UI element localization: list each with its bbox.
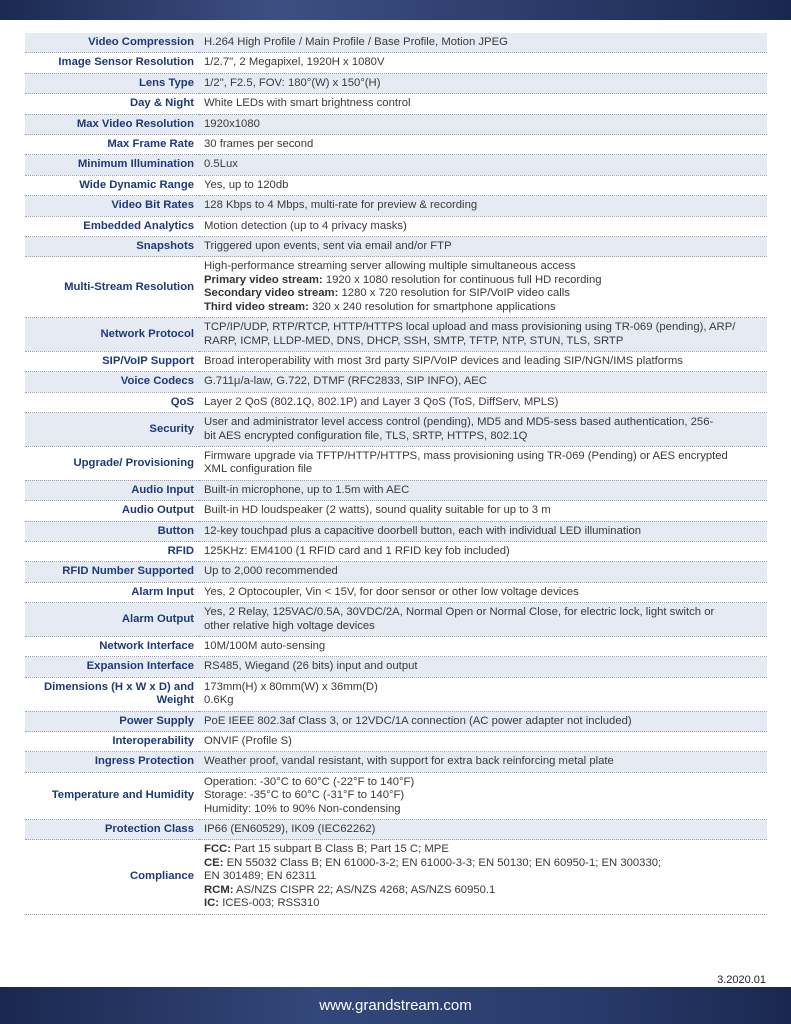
spec-value-text: Yes, 2 Optocoupler, Vin < 15V, for door sensor or other low voltage devices — [204, 585, 579, 598]
spec-value-line — [204, 843, 764, 856]
spec-value-text: White LEDs with smart brightness control — [204, 97, 411, 110]
spec-label: Lens Type — [25, 73, 199, 93]
spec-value — [199, 413, 767, 447]
spec-value-text: Layer 2 QoS (802.1Q, 802.1P) and Layer 3 QoS (ToS, DiffServ, MPLS) — [204, 395, 559, 408]
spec-value-text: EN 55032 Class B; EN 61000-3-2; EN 61000-3-3; EN 50130; EN 60950-1; EN 300330; — [223, 856, 662, 869]
spec-value — [199, 732, 767, 752]
spec-value — [199, 53, 767, 73]
spec-value-line — [204, 735, 764, 748]
spec-value-line — [204, 640, 764, 653]
spec-value-line — [204, 450, 764, 463]
spec-value — [199, 216, 767, 236]
spec-value-line — [204, 715, 764, 728]
spec-value-text: 320 x 240 resolution for smartphone applications — [308, 300, 556, 313]
spec-row — [25, 216, 767, 236]
spec-value — [199, 752, 767, 772]
spec-value-text: 125KHz: EM4100 (1 RFID card and 1 RFID key fob included) — [204, 544, 510, 557]
spec-value-text: RARP, ICMP, LLDP-MED, DNS, DHCP, SSH, SMTP, TFTP, NTP, STUN, TLS, SRTP — [204, 334, 624, 347]
spec-value-text: 1280 x 720 resolution for SIP/VoIP video calls — [338, 287, 570, 300]
spec-value — [199, 94, 767, 114]
spec-value-text: bit AES encrypted configuration file, TLS, SRTP, HTTPS, 802.1Q — [204, 429, 528, 442]
spec-value — [199, 446, 767, 480]
spec-label: Network Protocol — [25, 318, 199, 352]
spec-value-line — [204, 857, 764, 870]
spec-value-text: Operation: -30°C to 60°C (-22°F to 140°F) — [204, 775, 415, 788]
spec-value — [199, 73, 767, 93]
spec-value — [199, 372, 767, 392]
spec-value-text: AS/NZS CISPR 22; AS/NZS 4268; AS/NZS 60950.1 — [233, 883, 496, 896]
spec-value-text: Yes, up to 120db — [204, 178, 289, 191]
spec-value-text: RS485, Wiegand (26 bits) input and output — [204, 660, 418, 673]
spec-value-line — [204, 321, 764, 334]
spec-label: Ingress Protection — [25, 752, 199, 772]
spec-label: Expansion Interface — [25, 657, 199, 677]
spec-value-text: ICES-003; RSS310 — [219, 897, 320, 910]
spec-value — [199, 711, 767, 731]
spec-row — [25, 582, 767, 602]
spec-value-text: Up to 2,000 recommended — [204, 565, 338, 578]
spec-value-line — [204, 430, 764, 443]
spec-value-line — [204, 660, 764, 673]
spec-value-text: 173mm(H) x 80mm(W) x 36mm(D) — [204, 680, 378, 693]
spec-value-line — [204, 681, 764, 694]
spec-value-line — [204, 77, 764, 90]
spec-value-text: User and administrator level access control (pending), MD5 and MD5-sess based authentication, 256- — [204, 416, 714, 429]
spec-value — [199, 237, 767, 257]
spec-value — [199, 541, 767, 561]
spec-value — [199, 677, 767, 711]
spec-value-text: TCP/IP/UDP, RTP/RTCP, HTTP/HTTPS local upload and mass provisioning using TR-069 (pending), ARP/ — [204, 321, 736, 334]
spec-value-text: H.264 High Profile / Main Profile / Base Profile, Motion JPEG — [204, 36, 508, 48]
spec-value-line — [204, 606, 764, 619]
spec-value-text: EN 301489; EN 62311 — [204, 870, 317, 883]
spec-label: Interoperability — [25, 732, 199, 752]
spec-value — [199, 155, 767, 175]
spec-value-key: Primary video stream: — [204, 273, 323, 286]
spec-value-text: Part 15 subpart B Class B; Part 15 C; MPE — [230, 843, 449, 856]
spec-value-line — [204, 416, 764, 429]
spec-value-key: CE: — [204, 856, 224, 869]
spec-label: Audio Input — [25, 480, 199, 500]
spec-row — [25, 94, 767, 114]
spec-value-text: 1/2.7", 2 Megapixel, 1920H x 1080V — [204, 56, 385, 69]
footer-bar — [0, 987, 791, 1024]
spec-value-line — [204, 118, 764, 131]
spec-row — [25, 257, 767, 318]
spec-row — [25, 33, 767, 53]
spec-label: Audio Output — [25, 501, 199, 521]
spec-row — [25, 657, 767, 677]
spec-value — [199, 501, 767, 521]
spec-value-text: Storage: -35°C to 60°C (-31°F to 140°F) — [204, 789, 405, 802]
spec-value-line — [204, 463, 764, 476]
spec-value-line — [204, 274, 764, 287]
spec-value-line — [204, 36, 764, 49]
spec-value-key: FCC: — [204, 843, 231, 856]
spec-label: Multi-Stream Resolution — [25, 257, 199, 318]
spec-value-text: Broad interoperability with most 3rd party SIP/VoIP devices and leading SIP/NGN/IMS platforms — [204, 354, 683, 367]
website-link[interactable]: www.grandstream.com — [319, 997, 472, 1014]
spec-row — [25, 392, 767, 412]
spec-value-line — [204, 823, 764, 836]
spec-row — [25, 521, 767, 541]
spec-label: Image Sensor Resolution — [25, 53, 199, 73]
spec-value-text: 128 Kbps to 4 Mbps, multi-rate for preview & recording — [204, 199, 478, 212]
spec-value-line — [204, 776, 764, 789]
spec-label: Upgrade/ Provisioning — [25, 446, 199, 480]
spec-value-text: 12-key touchpad plus a capacitive doorbell button, each with individual LED illumination — [204, 524, 642, 537]
spec-value — [199, 351, 767, 371]
spec-value-text: Humidity: 10% to 90% Non-condensing — [204, 802, 401, 815]
spec-label: Power Supply — [25, 711, 199, 731]
specifications-body — [25, 33, 767, 914]
spec-label: Compliance — [25, 840, 199, 914]
spec-value-text: 1920 x 1080 resolution for continuous full HD recording — [322, 273, 602, 286]
spec-value-line — [204, 97, 764, 110]
spec-row — [25, 53, 767, 73]
document-version: 3.2020.01 — [717, 974, 766, 986]
spec-row — [25, 155, 767, 175]
spec-value-text: Yes, 2 Relay, 125VAC/0.5A, 30VDC/2A, Normal Open or Normal Close, for electric lock, light switch or — [204, 606, 715, 619]
spec-label: QoS — [25, 392, 199, 412]
spec-label: Video Bit Rates — [25, 196, 199, 216]
spec-value-text: other relative high voltage devices — [204, 619, 375, 632]
spec-row — [25, 772, 767, 819]
spec-value-line — [204, 301, 764, 314]
spec-row — [25, 677, 767, 711]
spec-value-line — [204, 897, 764, 910]
spec-row — [25, 562, 767, 582]
spec-value-line — [204, 287, 764, 300]
spec-value-text: XML configuration file — [204, 463, 313, 476]
spec-label: Button — [25, 521, 199, 541]
spec-row — [25, 820, 767, 840]
spec-value-line — [204, 755, 764, 768]
spec-value-line — [204, 138, 764, 151]
spec-value-line — [204, 586, 764, 599]
spec-value-line — [204, 199, 764, 212]
spec-value-line — [204, 525, 764, 538]
spec-label: Protection Class — [25, 820, 199, 840]
spec-value — [199, 840, 767, 914]
spec-label: Temperature and Humidity — [25, 772, 199, 819]
spec-value-key: Third video stream: — [204, 300, 309, 313]
spec-value — [199, 33, 767, 53]
spec-value — [199, 257, 767, 318]
spec-row — [25, 413, 767, 447]
spec-value-line — [204, 545, 764, 558]
spec-value-text: ONVIF (Profile S) — [204, 735, 292, 748]
spec-value-text: IP66 (EN60529), IK09 (IEC62262) — [204, 823, 376, 836]
spec-row — [25, 237, 767, 257]
spec-value-key: Secondary video stream: — [204, 287, 339, 300]
spec-row — [25, 73, 767, 93]
spec-label: Alarm Output — [25, 603, 199, 637]
spec-row — [25, 196, 767, 216]
spec-label: Network Interface — [25, 637, 199, 657]
spec-value-text: PoE IEEE 802.3af Class 3, or 12VDC/1A connection (AC power adapter not included) — [204, 714, 632, 727]
spec-row — [25, 840, 767, 914]
spec-row — [25, 637, 767, 657]
spec-value — [199, 637, 767, 657]
spec-value-line — [204, 335, 764, 348]
spec-value — [199, 392, 767, 412]
spec-value — [199, 521, 767, 541]
spec-value-line — [204, 240, 764, 253]
spec-row — [25, 501, 767, 521]
spec-value-line — [204, 884, 764, 897]
spec-label: Minimum Illumination — [25, 155, 199, 175]
spec-value-text: Firmware upgrade via TFTP/HTTP/HTTPS, mass provisioning using TR-069 (Pending) or AES encrypted — [204, 449, 728, 462]
spec-row — [25, 541, 767, 561]
spec-value-text: Motion detection (up to 4 privacy masks) — [204, 219, 407, 232]
spec-value — [199, 318, 767, 352]
spec-value — [199, 480, 767, 500]
spec-label: Day & Night — [25, 94, 199, 114]
spec-value-text: 0.6Kg — [204, 694, 234, 707]
spec-value — [199, 114, 767, 134]
spec-value-line — [204, 179, 764, 192]
spec-label: Video Compression — [25, 33, 199, 53]
spec-row — [25, 175, 767, 195]
spec-value-line — [204, 870, 764, 883]
spec-value-text: 1/2", F2.5, FOV: 180°(W) x 150°(H) — [204, 76, 381, 89]
spec-value-line — [204, 565, 764, 578]
spec-value-text: 0.5Lux — [204, 158, 238, 171]
spec-value — [199, 582, 767, 602]
spec-value-text: 10M/100M auto-sensing — [204, 640, 326, 652]
spec-value-line — [204, 803, 764, 816]
spec-value-line — [204, 484, 764, 497]
spec-label: Snapshots — [25, 237, 199, 257]
spec-value — [199, 657, 767, 677]
spec-value-line — [204, 56, 764, 69]
spec-value-line — [204, 355, 764, 368]
spec-label: Max Video Resolution — [25, 114, 199, 134]
spec-row — [25, 351, 767, 371]
spec-label: SIP/VoIP Support — [25, 351, 199, 371]
spec-value — [199, 196, 767, 216]
spec-row — [25, 318, 767, 352]
spec-row — [25, 711, 767, 731]
spec-value — [199, 562, 767, 582]
specifications-table — [25, 33, 767, 915]
spec-value-line — [204, 789, 764, 802]
spec-label: Max Frame Rate — [25, 135, 199, 155]
spec-label: Dimensions (H x W x D) and Weight — [25, 677, 199, 711]
spec-label: Security — [25, 413, 199, 447]
spec-value-text: 1920x1080 — [204, 117, 260, 130]
spec-label: Voice Codecs — [25, 372, 199, 392]
spec-value — [199, 772, 767, 819]
spec-value-text: Triggered upon events, sent via email and/or FTP — [204, 240, 452, 253]
spec-value-text: Built-in microphone, up to 1.5m with AEC — [204, 483, 410, 496]
spec-value-key: IC: — [204, 897, 220, 910]
spec-row — [25, 135, 767, 155]
spec-value-text: G.711μ/a-law, G.722, DTMF (RFC2833, SIP INFO), AEC — [204, 375, 487, 388]
spec-row — [25, 603, 767, 637]
spec-value — [199, 175, 767, 195]
spec-value-line — [204, 220, 764, 233]
top-banner — [0, 0, 791, 20]
spec-value-text: Built-in HD loudspeaker (2 watts), sound quality suitable for up to 3 m — [204, 504, 551, 517]
spec-value-line — [204, 396, 764, 409]
spec-label: RFID — [25, 541, 199, 561]
spec-row — [25, 446, 767, 480]
spec-value — [199, 603, 767, 637]
spec-value-text: Weather proof, vandal resistant, with support for extra back reinforcing metal plate — [204, 755, 614, 768]
spec-label: Alarm Input — [25, 582, 199, 602]
spec-row — [25, 732, 767, 752]
spec-value-line — [204, 375, 764, 388]
spec-label: Embedded Analytics — [25, 216, 199, 236]
spec-value-line — [204, 260, 764, 273]
spec-value-text: 30 frames per second — [204, 138, 314, 151]
spec-label: Wide Dynamic Range — [25, 175, 199, 195]
spec-value-text: High-performance streaming server allowing multiple simultaneous access — [204, 260, 576, 273]
spec-row — [25, 372, 767, 392]
spec-row — [25, 752, 767, 772]
spec-value-line — [204, 694, 764, 707]
spec-value-key: RCM: — [204, 883, 234, 896]
spec-label: RFID Number Supported — [25, 562, 199, 582]
spec-value — [199, 820, 767, 840]
spec-value-line — [204, 158, 764, 171]
spec-value-line — [204, 504, 764, 517]
spec-value — [199, 135, 767, 155]
spec-row — [25, 480, 767, 500]
spec-value-line — [204, 620, 764, 633]
spec-row — [25, 114, 767, 134]
